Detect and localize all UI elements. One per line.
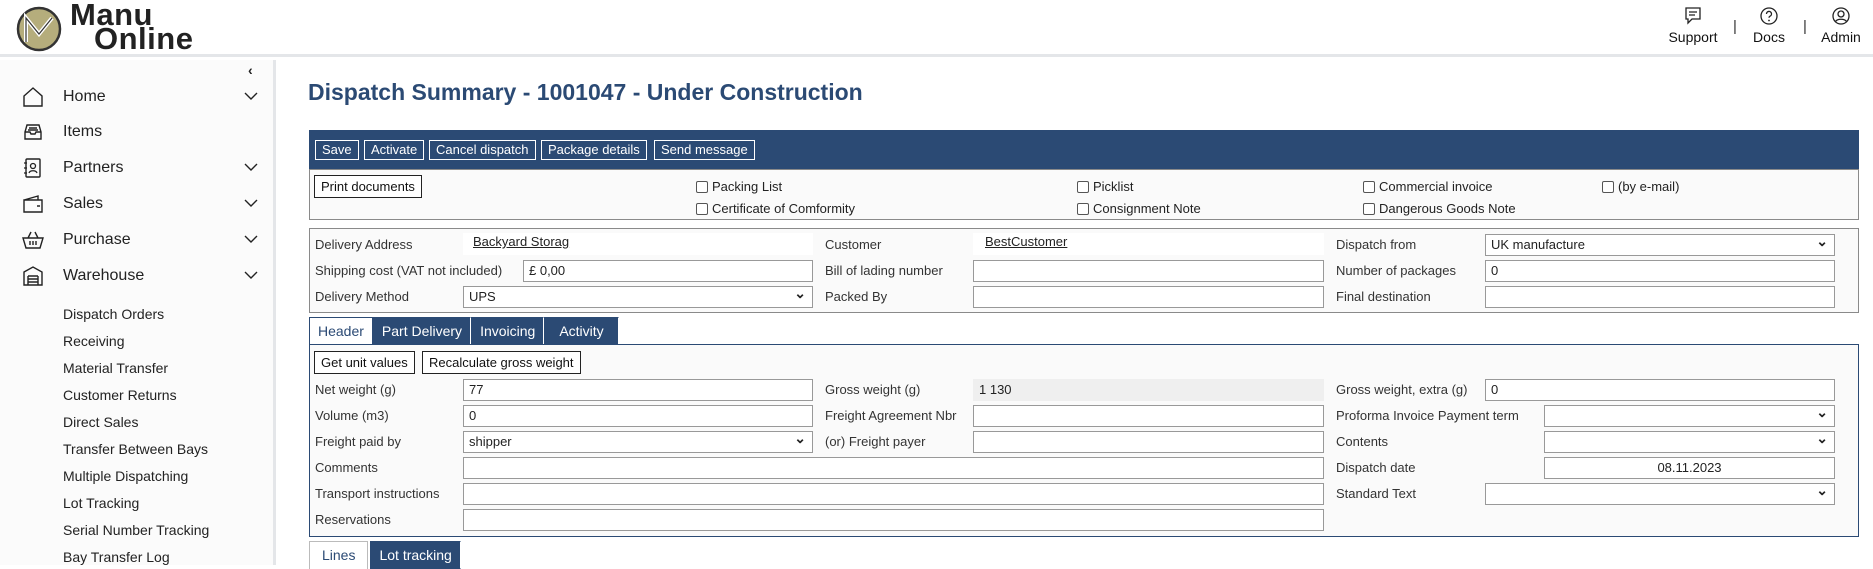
proforma-payment-term-select[interactable] bbox=[1544, 405, 1835, 427]
dispatch-date-input[interactable]: 08.11.2023 bbox=[1544, 457, 1835, 479]
gross-weight-extra-input[interactable]: 0 bbox=[1485, 379, 1835, 401]
sidebar-item-label: Home bbox=[63, 88, 106, 105]
dispatch-from-label: Dispatch from bbox=[1336, 237, 1417, 252]
sidebar-item-label: Sales bbox=[63, 195, 104, 212]
bill-of-lading-input[interactable] bbox=[973, 260, 1324, 282]
dangerous-goods-checkbox[interactable] bbox=[1363, 201, 1516, 216]
basket-icon bbox=[21, 228, 45, 257]
consignment-note-checkbox[interactable] bbox=[1077, 201, 1201, 216]
gross-weight-label: Gross weight (g) bbox=[825, 382, 921, 397]
bill-of-lading-label: Bill of lading number bbox=[825, 263, 943, 278]
sidebar-item-home[interactable] bbox=[0, 85, 270, 109]
detail-tabs bbox=[309, 317, 619, 345]
delivery-method-label: Delivery Method bbox=[315, 289, 409, 304]
freight-payer-label: (or) Freight payer bbox=[825, 434, 926, 449]
checkbox-label: Packing List bbox=[712, 179, 783, 194]
chevron-down-icon[interactable] bbox=[242, 194, 260, 217]
contents-label: Contents bbox=[1336, 434, 1389, 449]
customer-link[interactable]: BestCustomer bbox=[973, 233, 1324, 255]
print-documents-panel bbox=[309, 169, 1859, 220]
freight-paid-by-select[interactable]: shipper ⌄ bbox=[463, 431, 813, 453]
standard-text-label: Standard Text bbox=[1336, 486, 1416, 501]
send-message-button[interactable]: Send message bbox=[654, 140, 755, 160]
package-details-button[interactable]: Package details bbox=[541, 140, 647, 160]
freight-paid-by-label: Freight paid by bbox=[315, 434, 401, 449]
shipping-cost-label: Shipping cost (VAT not included) bbox=[315, 263, 503, 278]
sidebar-subitem[interactable]: Material Transfer bbox=[63, 360, 169, 376]
cancel-dispatch-button[interactable]: Cancel dispatch bbox=[429, 140, 536, 160]
address-panel bbox=[309, 228, 1859, 313]
tab-lot-tracking[interactable]: Lot tracking bbox=[370, 541, 460, 569]
packed-by-input[interactable] bbox=[973, 286, 1324, 308]
sidebar-item-label: Warehouse bbox=[63, 267, 145, 284]
dispatch-from-select[interactable]: UK manufacture ⌄ bbox=[1485, 234, 1835, 256]
final-destination-label: Final destination bbox=[1336, 289, 1431, 304]
admin-link[interactable] bbox=[1816, 6, 1866, 45]
freight-agreement-input[interactable] bbox=[973, 405, 1324, 427]
separator: | bbox=[1803, 18, 1807, 35]
freight-payer-input[interactable] bbox=[973, 431, 1324, 453]
chevron-down-icon[interactable] bbox=[242, 158, 260, 181]
sidebar-item-warehouse[interactable] bbox=[0, 264, 270, 288]
checkbox-label: Picklist bbox=[1093, 179, 1134, 194]
shipping-cost-input[interactable]: £ 0,00 bbox=[523, 260, 813, 282]
number-of-packages-label: Number of packages bbox=[1336, 263, 1456, 278]
delivery-address-link[interactable]: Backyard Storag bbox=[463, 233, 813, 255]
top-bar bbox=[0, 0, 1873, 57]
logo-text-2: Online bbox=[94, 21, 194, 56]
checkbox-label: (by e-mail) bbox=[1618, 179, 1680, 194]
inbox-icon bbox=[21, 120, 45, 149]
sidebar-item-partners[interactable] bbox=[0, 156, 270, 180]
sidebar-subitem[interactable]: Serial Number Tracking bbox=[63, 522, 210, 538]
sidebar-subitem[interactable]: Customer Returns bbox=[63, 387, 177, 403]
delivery-method-select[interactable]: UPS ⌄ bbox=[463, 286, 813, 308]
reservations-input[interactable] bbox=[463, 509, 1324, 531]
sidebar-item-label: Purchase bbox=[63, 231, 131, 248]
standard-text-select[interactable] bbox=[1485, 483, 1835, 505]
final-destination-input[interactable] bbox=[1485, 286, 1835, 308]
proforma-payment-term-label: Proforma Invoice Payment term bbox=[1336, 408, 1519, 423]
packed-by-label: Packed By bbox=[825, 289, 888, 304]
tab-invoicing[interactable]: Invoicing bbox=[471, 317, 544, 345]
certificate-checkbox[interactable] bbox=[696, 201, 855, 216]
comments-input[interactable] bbox=[463, 457, 1324, 479]
volume-label: Volume (m3) bbox=[315, 408, 389, 423]
dispatch-date-label: Dispatch date bbox=[1336, 460, 1416, 475]
number-of-packages-input[interactable]: 0 bbox=[1485, 260, 1835, 282]
warehouse-icon bbox=[21, 264, 45, 293]
logo-text-1: Manu bbox=[70, 0, 153, 32]
checkbox-label: Commercial invoice bbox=[1379, 179, 1493, 194]
get-unit-values-button[interactable]: Get unit values bbox=[314, 351, 415, 374]
header-panel bbox=[309, 344, 1859, 537]
sidebar-subitem[interactable]: Dispatch Orders bbox=[63, 306, 165, 322]
sidebar-subitem[interactable]: Lot Tracking bbox=[63, 495, 140, 511]
action-toolbar bbox=[309, 130, 1859, 169]
transport-instructions-label: Transport instructions bbox=[315, 486, 440, 501]
gross-weight-extra-label: Gross weight, extra (g) bbox=[1336, 382, 1468, 397]
user-icon bbox=[1816, 6, 1866, 29]
sidebar-subitem[interactable]: Direct Sales bbox=[63, 414, 139, 430]
home-icon bbox=[21, 85, 45, 114]
logo-icon bbox=[16, 6, 62, 57]
gross-weight-value: 1 130 bbox=[973, 379, 1324, 401]
reservations-label: Reservations bbox=[315, 512, 391, 527]
checkbox-label: Dangerous Goods Note bbox=[1379, 201, 1516, 216]
sidebar-item-label: Partners bbox=[63, 159, 124, 176]
admin-label: Admin bbox=[1821, 29, 1861, 45]
chevron-down-icon[interactable] bbox=[242, 87, 260, 110]
page-title: Dispatch Summary - 1001047 - Under Construction bbox=[308, 79, 863, 105]
recalculate-gross-weight-button[interactable]: Recalculate gross weight bbox=[422, 351, 581, 374]
activate-button[interactable]: Activate bbox=[364, 140, 424, 160]
sidebar-item-sales[interactable] bbox=[0, 192, 270, 216]
save-button[interactable]: Save bbox=[315, 140, 359, 160]
freight-agreement-label: Freight Agreement Nbr bbox=[825, 408, 957, 423]
by-email-checkbox[interactable] bbox=[1602, 179, 1679, 194]
collapse-sidebar-icon[interactable]: ‹ bbox=[248, 62, 253, 78]
sidebar-subitem[interactable]: Transfer Between Bays bbox=[63, 441, 208, 457]
print-documents-button[interactable]: Print documents bbox=[314, 175, 422, 198]
docs-link[interactable] bbox=[1744, 6, 1794, 45]
net-weight-label: Net weight (g) bbox=[315, 382, 396, 397]
chevron-down-icon[interactable] bbox=[242, 266, 260, 289]
support-label: Support bbox=[1668, 29, 1718, 45]
delivery-address-label: Delivery Address bbox=[315, 237, 413, 252]
comments-label: Comments bbox=[315, 460, 378, 475]
wallet-icon bbox=[21, 192, 45, 221]
chevron-down-icon[interactable] bbox=[242, 230, 260, 253]
contents-select[interactable] bbox=[1544, 431, 1835, 453]
volume-input[interactable]: 0 bbox=[463, 405, 813, 427]
tab-lines[interactable]: Lines bbox=[309, 541, 368, 569]
chat-icon bbox=[1663, 6, 1723, 29]
sidebar-item-items[interactable] bbox=[0, 120, 270, 144]
transport-instructions-input[interactable] bbox=[463, 483, 1324, 505]
sidebar bbox=[0, 60, 276, 565]
docs-label: Docs bbox=[1753, 29, 1785, 45]
tab-activity[interactable]: Activity bbox=[544, 317, 618, 345]
contacts-icon bbox=[21, 156, 45, 185]
support-link[interactable] bbox=[1663, 6, 1723, 45]
tab-part-delivery[interactable]: Part Delivery bbox=[373, 317, 471, 345]
checkbox-label: Consignment Note bbox=[1093, 201, 1201, 216]
separator: | bbox=[1733, 18, 1737, 35]
sidebar-item-purchase[interactable] bbox=[0, 228, 270, 252]
commercial-invoice-checkbox[interactable] bbox=[1363, 179, 1492, 194]
packing-list-checkbox[interactable] bbox=[696, 179, 782, 194]
sidebar-subitem[interactable]: Receiving bbox=[63, 333, 125, 349]
sidebar-item-label: Items bbox=[63, 123, 103, 140]
checkbox-label: Certificate of Comformity bbox=[712, 201, 856, 216]
sidebar-subitem[interactable]: Multiple Dispatching bbox=[63, 468, 189, 484]
help-circle-icon bbox=[1744, 6, 1794, 29]
tab-header[interactable]: Header bbox=[309, 317, 373, 345]
sidebar-subitem[interactable]: Bay Transfer Log bbox=[63, 549, 170, 565]
picklist-checkbox[interactable] bbox=[1077, 179, 1133, 194]
customer-label: Customer bbox=[825, 237, 882, 252]
net-weight-input[interactable]: 77 bbox=[463, 379, 813, 401]
